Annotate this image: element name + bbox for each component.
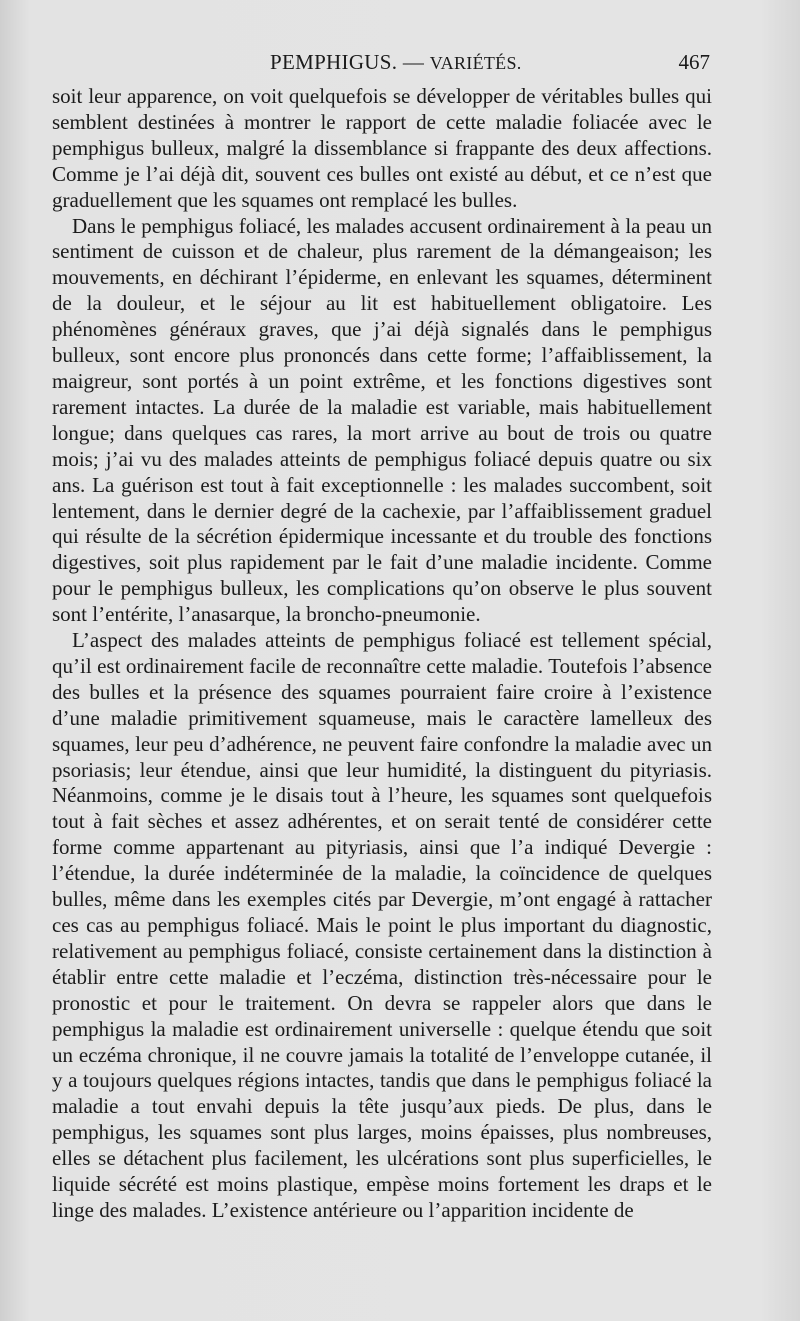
paragraph-continued: soit leur apparence, on voit quelquefois se développer de véritables bulles qui semblent destinées à montrer le rapport de cette maladie foliacée avec le pemphigus bulleux, malgré la dissemblance si frappante des deux affections. Comme je l’ai déjà dit, souvent ces bulles ont existé au début, et ce n’est que graduellement que les squames ont remplacé les bulles. xyxy=(52,84,712,212)
body-text xyxy=(52,84,712,1224)
header-dash: — xyxy=(397,50,430,74)
running-header xyxy=(52,47,710,77)
paragraph-diagnosis: L’aspect des malades atteints de pemphigus foliacé est tellement spécial, qu’il est ordinairement facile de reconnaître cette maladie. Toutefois l’absence des bulles et la présence des squames pourraient faire croire à l’existence d’une maladie primitivement squameuse, mais le caractère lamelleux des squames, leur peu d’adhérence, ne peuvent faire confondre la maladie avec un psoriasis; leur étendue, ainsi que leur humidité, la distinguent du pityriasis. Néanmoins, comme je le disais tout à l’heure, les squames sont quelquefois tout à fait sèches et assez adhérentes, et on serait tenté de considérer cette forme comme appartenant au pityriasis, ainsi que l’a indiqué Devergie : l’étendue, la durée indéterminée de la maladie, la coïncidence de quelques bulles, même dans les exemples cités par Devergie, m’ont engagé à rattacher ces cas au pemphigus foliacé. Mais le point le plus important du diagnostic, relativement au pemphigus foliacé, consiste certainement dans la distinction à établir entre cette maladie et l’eczéma, distinction très-nécessaire pour le pronostic et pour le traitement. On devra se rappeler alors que dans le pemphigus la maladie est ordinairement universelle : quelque étendu que soit un eczéma chronique, il ne couvre jamais la totalité de l’enveloppe cutanée, il y a toujours quelques régions intactes, tandis que dans le pemphigus foliacé la maladie a tout envahi depuis la tête jusqu’aux pieds. De plus, dans le pemphigus, les squames sont plus larges, moins épaisses, plus nombreuses, elles se détachent plus facilement, les ulcérations sont plus superficielles, le liquide sécrété est moins plastique, empèse moins fortement les draps et le linge des malades. L’existence antérieure ou l’apparition incidente de xyxy=(52,628,712,1222)
running-title xyxy=(270,47,522,78)
paragraph-symptoms: Dans le pemphigus foliacé, les malades accusent ordinairement à la peau un sentiment de cuisson et de chaleur, plus rarement de la démangeaison; les mouvements, en déchirant l’épiderme, en enlevant les squames, déterminent de la douleur, et le séjour au lit est habituellement obligatoire. Les phénomènes généraux graves, que j’ai déjà signalés dans le pemphigus bulleux, sont encore plus prononcés dans cette forme; l’affaiblissement, la maigreur, sont portés à un point extrême, et les fonctions digestives sont rarement intactes. La durée de la maladie est variable, mais habituellement longue; dans quelques cas rares, la mort arrive au bout de trois ou quatre mois; j’ai vu des malades atteints de pemphigus foliacé depuis quatre ou six ans. La guérison est tout à fait exceptionnelle : les malades succombent, soit lentement, dans le dernier degré de la cachexie, par l’affaiblissement graduel qui résulte de la sécrétion épidermique incessante et du trouble des fonctions digestives, soit plus rapidement par le fait d’une maladie incidente. Comme pour le pemphigus bulleux, les complications qu’on observe le plus souvent sont l’entérite, l’anasarque, la broncho-pneumonie. xyxy=(52,213,712,627)
header-title: PEMPHIGUS. xyxy=(270,50,398,74)
page-number: 467 xyxy=(678,50,710,74)
header-subtitle: VARIÉTÉS. xyxy=(429,53,522,73)
